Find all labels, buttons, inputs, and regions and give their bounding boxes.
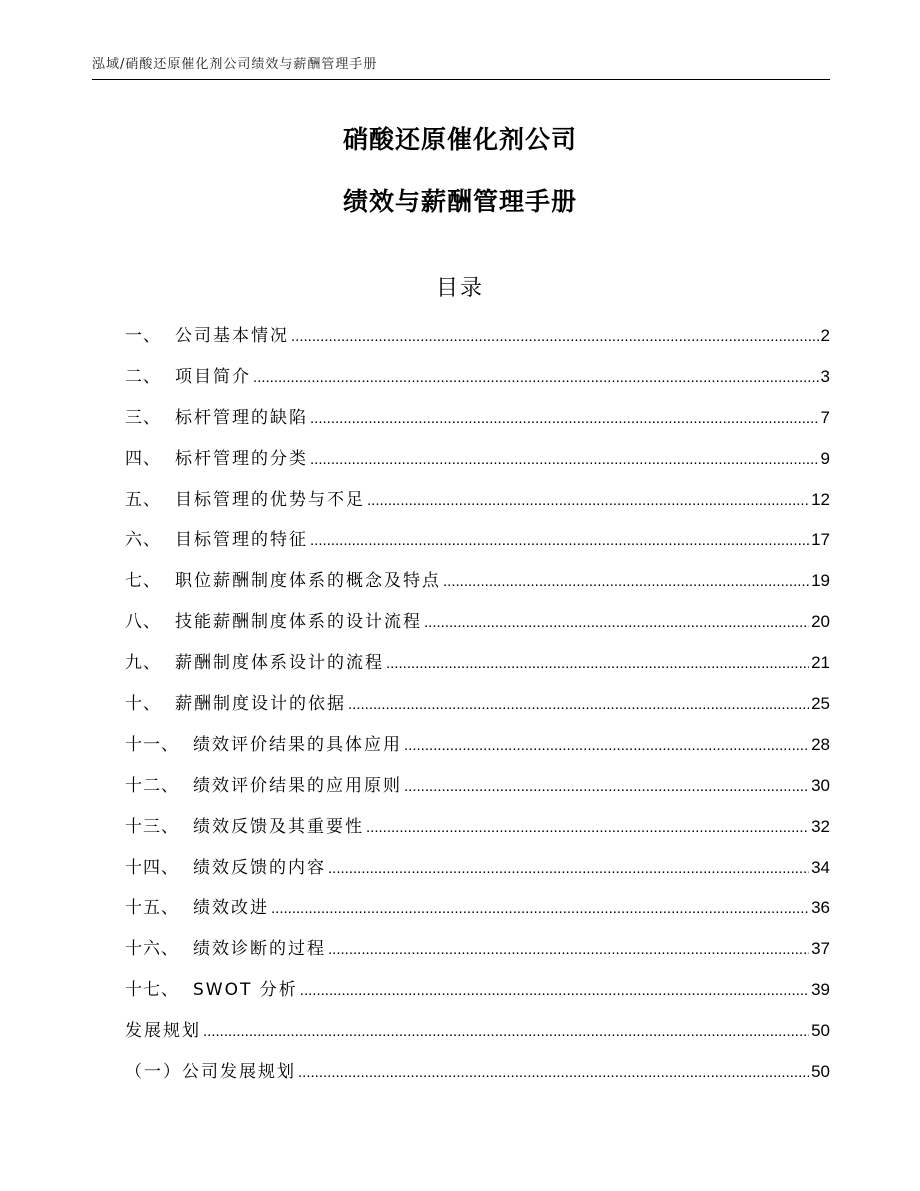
toc-dot-leader bbox=[253, 358, 819, 399]
toc-entry-page: 36 bbox=[811, 898, 830, 918]
document-title-line-1: 硝酸还原催化剂公司 bbox=[342, 125, 577, 154]
toc-entry-title: SWOT 分析 bbox=[193, 980, 298, 1001]
toc-dot-leader bbox=[310, 399, 819, 440]
toc-entry-title: 技能薪酬制度体系的设计流程 bbox=[175, 612, 422, 633]
toc-entry[interactable] bbox=[125, 848, 830, 889]
toc-heading: 目录 bbox=[435, 276, 484, 301]
toc-entry-title: 标杆管理的缺陷 bbox=[175, 407, 308, 428]
toc-entry-page: 9 bbox=[820, 448, 830, 468]
toc-entry[interactable] bbox=[125, 888, 830, 929]
toc-entry[interactable] bbox=[125, 1011, 830, 1052]
toc-entry-page: 7 bbox=[820, 407, 830, 427]
toc-entry-number: 五、 bbox=[125, 489, 161, 510]
toc-entry[interactable] bbox=[125, 684, 830, 725]
toc-entry-number: 四、 bbox=[125, 448, 161, 469]
toc-entry[interactable] bbox=[125, 725, 830, 766]
toc-entry-page: 50 bbox=[811, 1062, 830, 1082]
toc-dot-leader bbox=[328, 849, 809, 890]
toc-dot-leader bbox=[404, 726, 809, 767]
toc-dot-leader bbox=[386, 644, 809, 685]
toc-entry-number: 一、 bbox=[125, 326, 161, 346]
toc-dot-leader bbox=[348, 685, 809, 726]
toc-entry-title: 项目简介 bbox=[175, 366, 251, 387]
toc-entry[interactable] bbox=[125, 602, 830, 643]
toc-entry-title: 标杆管理的分类 bbox=[175, 448, 308, 469]
toc-entry[interactable] bbox=[125, 561, 830, 602]
toc-dot-leader bbox=[366, 808, 809, 849]
toc-entry[interactable] bbox=[125, 480, 830, 521]
toc-entry[interactable] bbox=[125, 929, 830, 970]
toc-entry-page: 50 bbox=[811, 1021, 830, 1041]
toc-entry-number: 七、 bbox=[125, 571, 161, 592]
toc-entry-number: 六、 bbox=[125, 530, 161, 551]
toc-entry-number: 十七、 bbox=[125, 980, 179, 1001]
toc-entry-page: 37 bbox=[811, 939, 830, 959]
toc-entry-number: 八、 bbox=[125, 612, 161, 633]
toc-entry[interactable] bbox=[125, 643, 830, 684]
toc-entry-page: 2 bbox=[820, 326, 830, 345]
toc-entry-number: 十四、 bbox=[125, 857, 179, 878]
toc-entry-page: 19 bbox=[811, 571, 830, 591]
toc-entry-page: 32 bbox=[811, 816, 830, 836]
toc-entry[interactable] bbox=[125, 766, 830, 807]
toc-entry[interactable] bbox=[125, 316, 830, 357]
toc-dot-leader bbox=[328, 930, 809, 971]
toc-entry-title: 绩效反馈及其重要性 bbox=[193, 816, 364, 837]
toc-entry-title: 绩效评价结果的具体应用 bbox=[193, 734, 402, 755]
toc-entry-title: 绩效诊断的过程 bbox=[193, 939, 326, 960]
toc-entry-page: 25 bbox=[811, 694, 830, 714]
toc-entry-title: 绩效反馈的内容 bbox=[193, 857, 326, 878]
toc-entry-title: 目标管理的优势与不足 bbox=[175, 489, 365, 510]
toc-entry-number: 九、 bbox=[125, 653, 161, 674]
toc-dot-leader bbox=[271, 889, 809, 930]
toc-entry-title: 绩效评价结果的应用原则 bbox=[193, 775, 402, 796]
toc-entry-title: 绩效改进 bbox=[193, 898, 269, 919]
toc-entry[interactable] bbox=[125, 520, 830, 561]
toc-dot-leader bbox=[291, 317, 819, 358]
toc-dot-leader bbox=[367, 481, 809, 522]
toc-dot-leader bbox=[443, 562, 809, 603]
toc-entry-page: 39 bbox=[811, 980, 830, 1000]
toc-entry-page: 21 bbox=[811, 653, 830, 673]
toc-entry[interactable] bbox=[125, 357, 830, 398]
toc-dot-leader bbox=[404, 767, 809, 808]
toc-entry-title: 公司基本情况 bbox=[175, 326, 289, 346]
toc-entry-title: 目标管理的特征 bbox=[175, 530, 308, 551]
toc-entry-number: 十五、 bbox=[125, 898, 179, 919]
toc-entry[interactable] bbox=[125, 807, 830, 848]
document-title-line-2: 绩效与薪酬管理手册 bbox=[342, 187, 577, 216]
toc-entry-number: 二、 bbox=[125, 366, 161, 387]
toc-entry-title: 发展规划 bbox=[125, 1021, 201, 1042]
toc-entry[interactable] bbox=[125, 1052, 830, 1093]
toc-entry-title: 职位薪酬制度体系的概念及特点 bbox=[175, 571, 441, 592]
toc-entry-number: 十一、 bbox=[125, 734, 179, 755]
toc-entry-number: 十二、 bbox=[125, 775, 179, 796]
toc-entry-page: 3 bbox=[820, 366, 830, 386]
toc-entry-number: 十、 bbox=[125, 694, 161, 715]
toc-entry-page: 17 bbox=[811, 530, 830, 550]
toc-dot-leader bbox=[298, 1053, 809, 1094]
toc-dot-leader bbox=[424, 603, 809, 644]
toc-entry[interactable] bbox=[125, 439, 830, 480]
toc-entry[interactable] bbox=[125, 970, 830, 1011]
table-of-contents bbox=[125, 316, 830, 1093]
toc-entry-page: 34 bbox=[811, 857, 830, 877]
toc-entry-page: 30 bbox=[811, 775, 830, 795]
toc-entry[interactable] bbox=[125, 398, 830, 439]
toc-entry-number: 三、 bbox=[125, 407, 161, 428]
toc-entry-page: 12 bbox=[811, 489, 830, 509]
toc-dot-leader bbox=[203, 1012, 809, 1053]
toc-entry-title: 薪酬制度体系设计的流程 bbox=[175, 653, 384, 674]
toc-dot-leader bbox=[310, 521, 809, 562]
toc-entry-page: 20 bbox=[811, 612, 830, 632]
running-header: 泓域/硝酸还原催化剂公司绩效与薪酬管理手册 bbox=[92, 57, 378, 72]
toc-dot-leader bbox=[310, 440, 819, 481]
header-divider bbox=[92, 79, 830, 80]
toc-dot-leader bbox=[300, 971, 809, 1012]
toc-entry-title: 薪酬制度设计的依据 bbox=[175, 694, 346, 715]
toc-entry-page: 28 bbox=[811, 734, 830, 754]
toc-entry-number: 十三、 bbox=[125, 816, 179, 837]
toc-entry-title: （一）公司发展规划 bbox=[125, 1062, 296, 1083]
toc-entry-number: 十六、 bbox=[125, 939, 179, 960]
